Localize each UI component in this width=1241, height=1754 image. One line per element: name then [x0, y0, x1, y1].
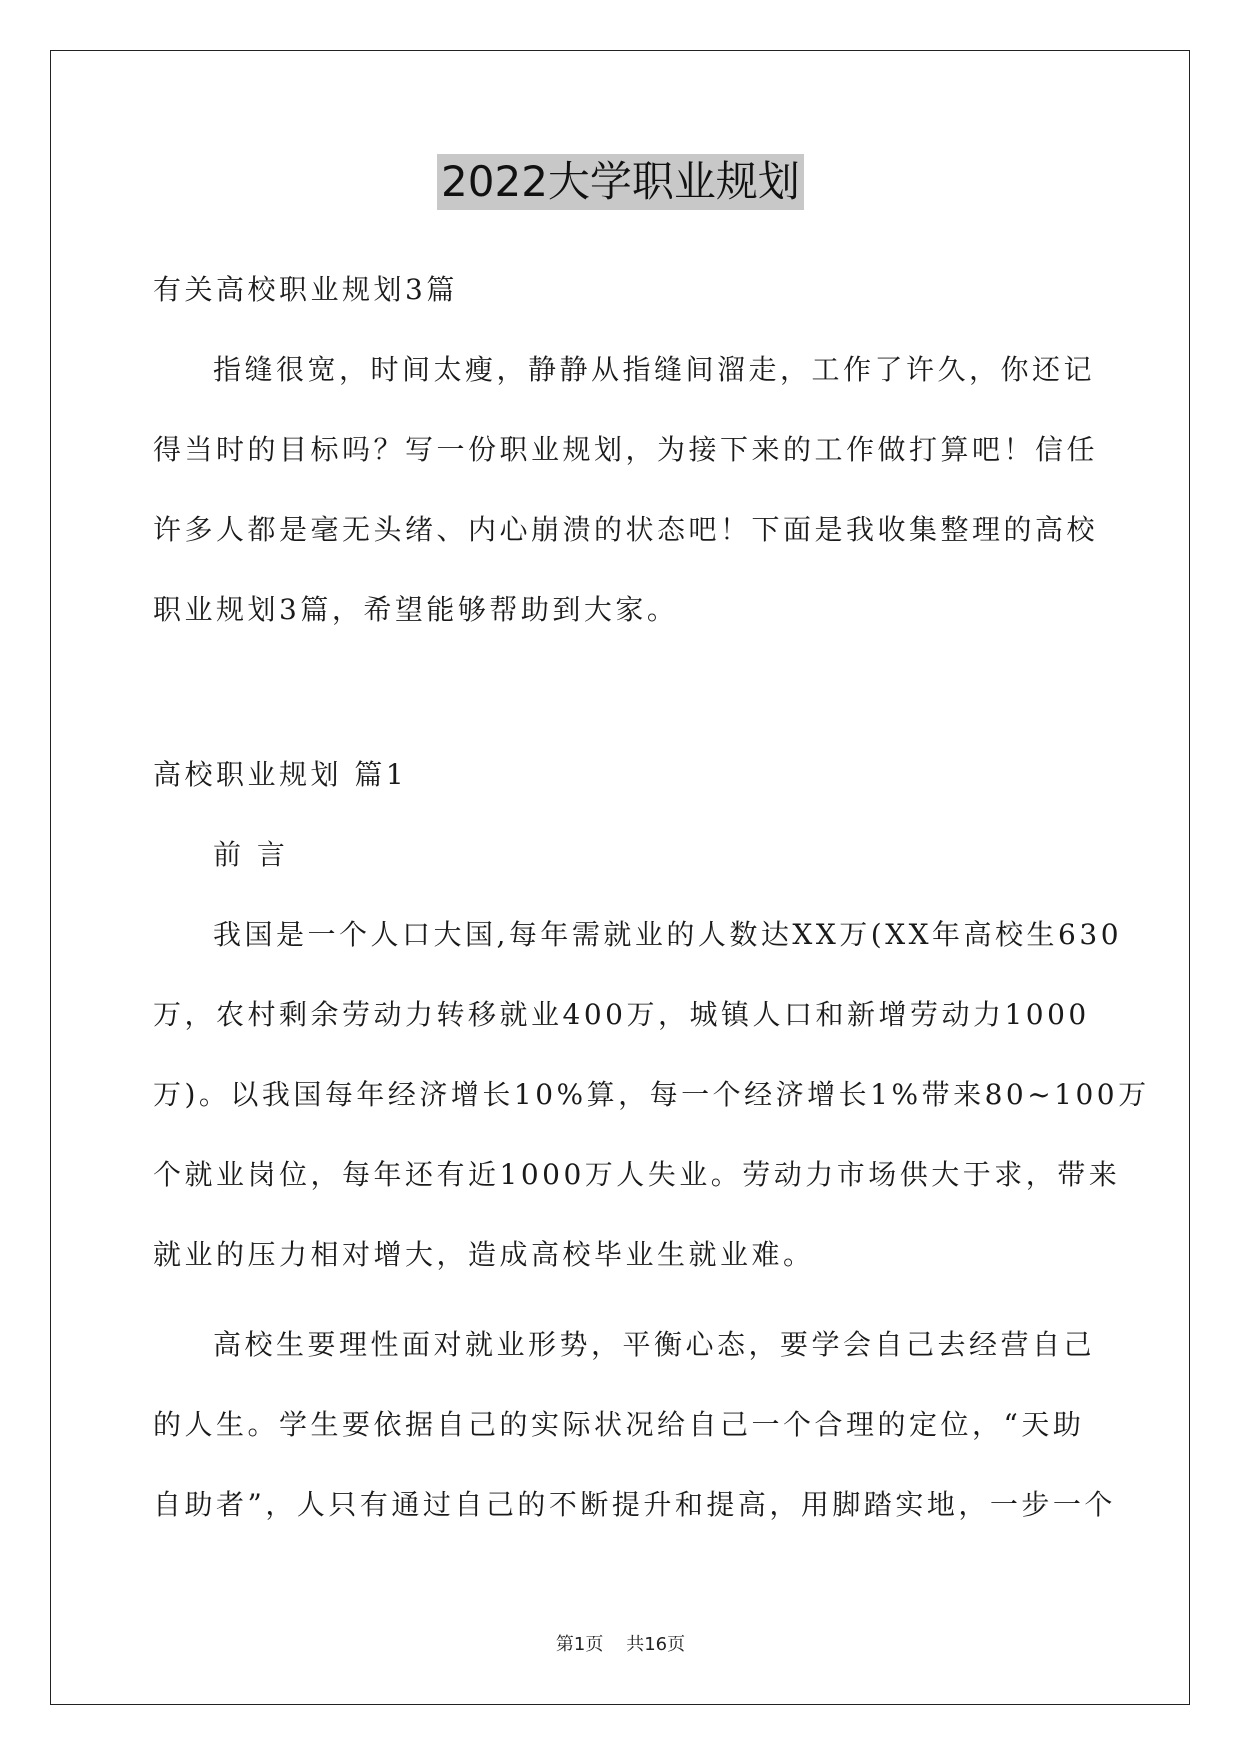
paragraph-1-line-2: 万，农村剩余劳动力转移就业400万，城镇人口和新增劳动力1000 — [153, 998, 1090, 1031]
paragraph-1-line-3: 万)。以我国每年经济增长10%算，每一个经济增长1%带来80~100万 — [153, 1078, 1150, 1111]
intro-line-3: 许多人都是毫无头绪、内心崩溃的状态吧！下面是我收集整理的高校 — [153, 513, 1099, 546]
page-footer — [0, 1632, 1241, 1658]
document-title: 2022大学职业规划 — [437, 154, 804, 210]
paragraph-2-line-3: 自助者”，人只有通过自己的不断提升和提高，用脚踏实地，一步一个 — [153, 1488, 1116, 1521]
paragraph-1-line-1: 我国是一个人口大国,每年需就业的人数达XX万(XX年高校生630 — [213, 918, 1123, 951]
paragraph-2-line-2: 的人生。学生要依据自己的实际状况给自己一个合理的定位，“天助 — [153, 1408, 1085, 1441]
footer-prefix: 第 — [555, 1634, 574, 1655]
intro-line-2: 得当时的目标吗？写一份职业规划，为接下来的工作做打算吧！信任 — [153, 433, 1099, 466]
intro-line-4: 职业规划3篇，希望能够帮助到大家。 — [153, 593, 679, 626]
paragraph-1-line-4: 个就业岗位，每年还有近1000万人失业。劳动力市场供大于求，带来 — [153, 1158, 1121, 1191]
intro-line-1: 指缝很宽，时间太瘦，静静从指缝间溜走，工作了许久，你还记 — [213, 353, 1096, 386]
paragraph-1-line-5: 就业的压力相对增大，造成高校毕业生就业难。 — [153, 1238, 815, 1271]
subtitle: 有关高校职业规划3篇 — [153, 273, 458, 306]
footer-page-suffix: 页 — [585, 1634, 604, 1655]
paragraph-2-line-1: 高校生要理性面对就业形势，平衡心态，要学会自己去经营自己 — [213, 1328, 1096, 1361]
section-heading: 高校职业规划 篇1 — [153, 758, 408, 791]
footer-total-pages: 16 — [644, 1634, 668, 1655]
footer-page-number: 1 — [573, 1634, 586, 1655]
preface-heading: 前 言 — [213, 838, 289, 871]
title-block — [0, 154, 1241, 210]
footer-total-suffix: 页 — [667, 1634, 686, 1655]
footer-total-prefix: 共 — [626, 1634, 645, 1655]
